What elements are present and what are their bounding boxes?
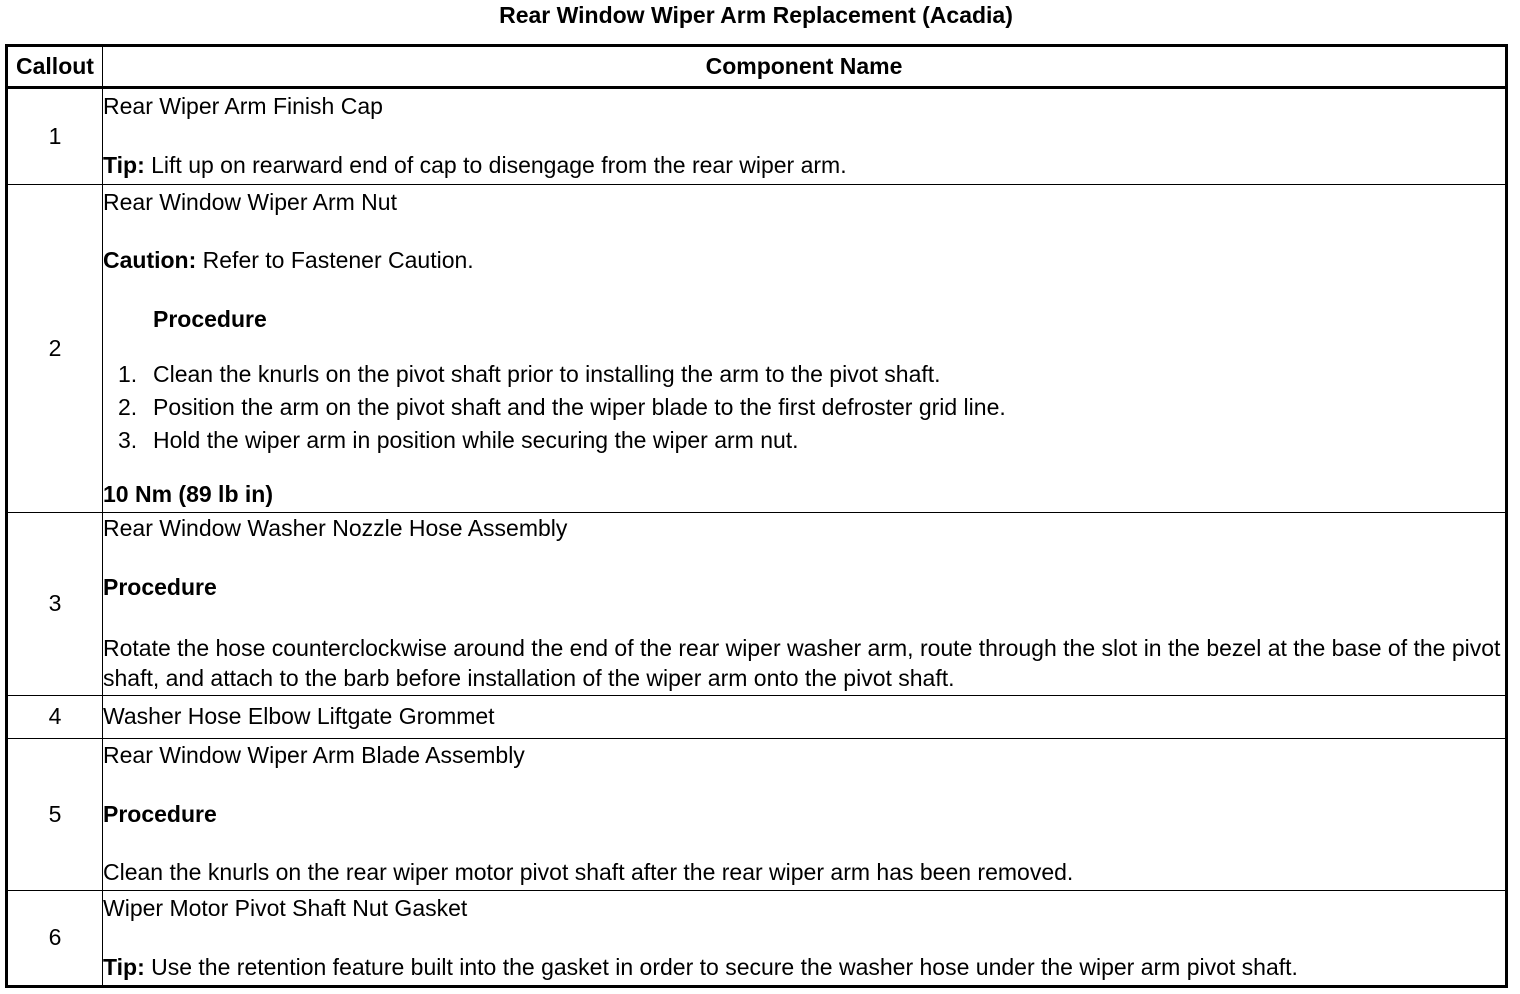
callout-number: 6	[7, 891, 103, 987]
procedure-steps	[103, 358, 1505, 457]
tip-text: Use the retention feature built into the gasket in order to secure the washer hose under the wiper arm pivot shaft.	[144, 953, 1298, 980]
table-row	[7, 891, 1507, 987]
component-cell	[103, 88, 1507, 185]
component-name: Wiper Motor Pivot Shaft Nut Gasket	[103, 894, 468, 921]
table-row	[7, 88, 1507, 185]
callout-table	[5, 44, 1508, 988]
torque-spec: 10 Nm (89 lb in)	[103, 480, 273, 507]
step-text: Position the arm on the pivot shaft and the wiper blade to the first defroster grid line.	[153, 393, 1006, 420]
component-name: Rear Window Washer Nozzle Hose Assembly	[103, 515, 568, 542]
callout-number: 2	[7, 185, 103, 513]
component-cell	[103, 891, 1507, 987]
table-row	[7, 513, 1507, 696]
step-number: 1.	[118, 360, 138, 387]
caution-line	[103, 247, 1505, 275]
procedure-heading: Procedure	[153, 306, 267, 332]
procedure-heading: Procedure	[103, 800, 217, 827]
procedure-step	[103, 358, 1505, 391]
caution-text: Refer to Fastener Caution.	[196, 247, 474, 274]
component-name: Washer Hose Elbow Liftgate Grommet	[103, 703, 495, 730]
procedure-step	[103, 391, 1505, 424]
header-component-name: Component Name	[103, 46, 1507, 88]
table-row	[7, 696, 1507, 739]
component-name: Rear Window Wiper Arm Nut	[103, 188, 397, 215]
table-header-row	[7, 46, 1507, 88]
caution-label: Caution:	[103, 247, 197, 274]
tip-line	[103, 152, 1505, 180]
tip-line	[103, 954, 1505, 982]
procedure-step	[103, 424, 1505, 457]
procedure-text: Clean the knurls on the rear wiper motor pivot shaft after the rear wiper arm has been removed.	[103, 859, 1074, 886]
table-row	[7, 739, 1507, 891]
component-cell	[103, 513, 1507, 696]
step-text: Hold the wiper arm in position while securing the wiper arm nut.	[153, 426, 799, 453]
procedure-text: Rotate the hose counterclockwise around the end of the rear wiper washer arm, route through the slot in the bezel at the base of the pivot shaft, and attach to the barb before installation of the wiper arm onto the pivot shaft.	[103, 634, 1501, 691]
component-name: Rear Window Wiper Arm Blade Assembly	[103, 742, 525, 769]
page-title: Rear Window Wiper Arm Replacement (Acadia)	[499, 2, 1013, 28]
step-number: 3.	[118, 426, 138, 453]
step-number: 2.	[118, 393, 138, 420]
header-callout: Callout	[7, 46, 103, 88]
tip-label: Tip:	[103, 953, 145, 980]
callout-number: 1	[7, 88, 103, 185]
procedure-heading: Procedure	[103, 574, 217, 600]
tip-label: Tip:	[103, 152, 145, 178]
component-name: Rear Wiper Arm Finish Cap	[103, 93, 383, 120]
table-row	[7, 185, 1507, 513]
component-cell	[103, 696, 1507, 739]
callout-number: 3	[7, 513, 103, 696]
step-text: Clean the knurls on the pivot shaft prior to installing the arm to the pivot shaft.	[153, 360, 941, 387]
callout-number: 4	[7, 696, 103, 739]
callout-number: 5	[7, 739, 103, 891]
tip-text: Lift up on rearward end of cap to disengage from the rear wiper arm.	[144, 152, 847, 178]
component-cell	[103, 185, 1507, 513]
component-cell	[103, 739, 1507, 891]
